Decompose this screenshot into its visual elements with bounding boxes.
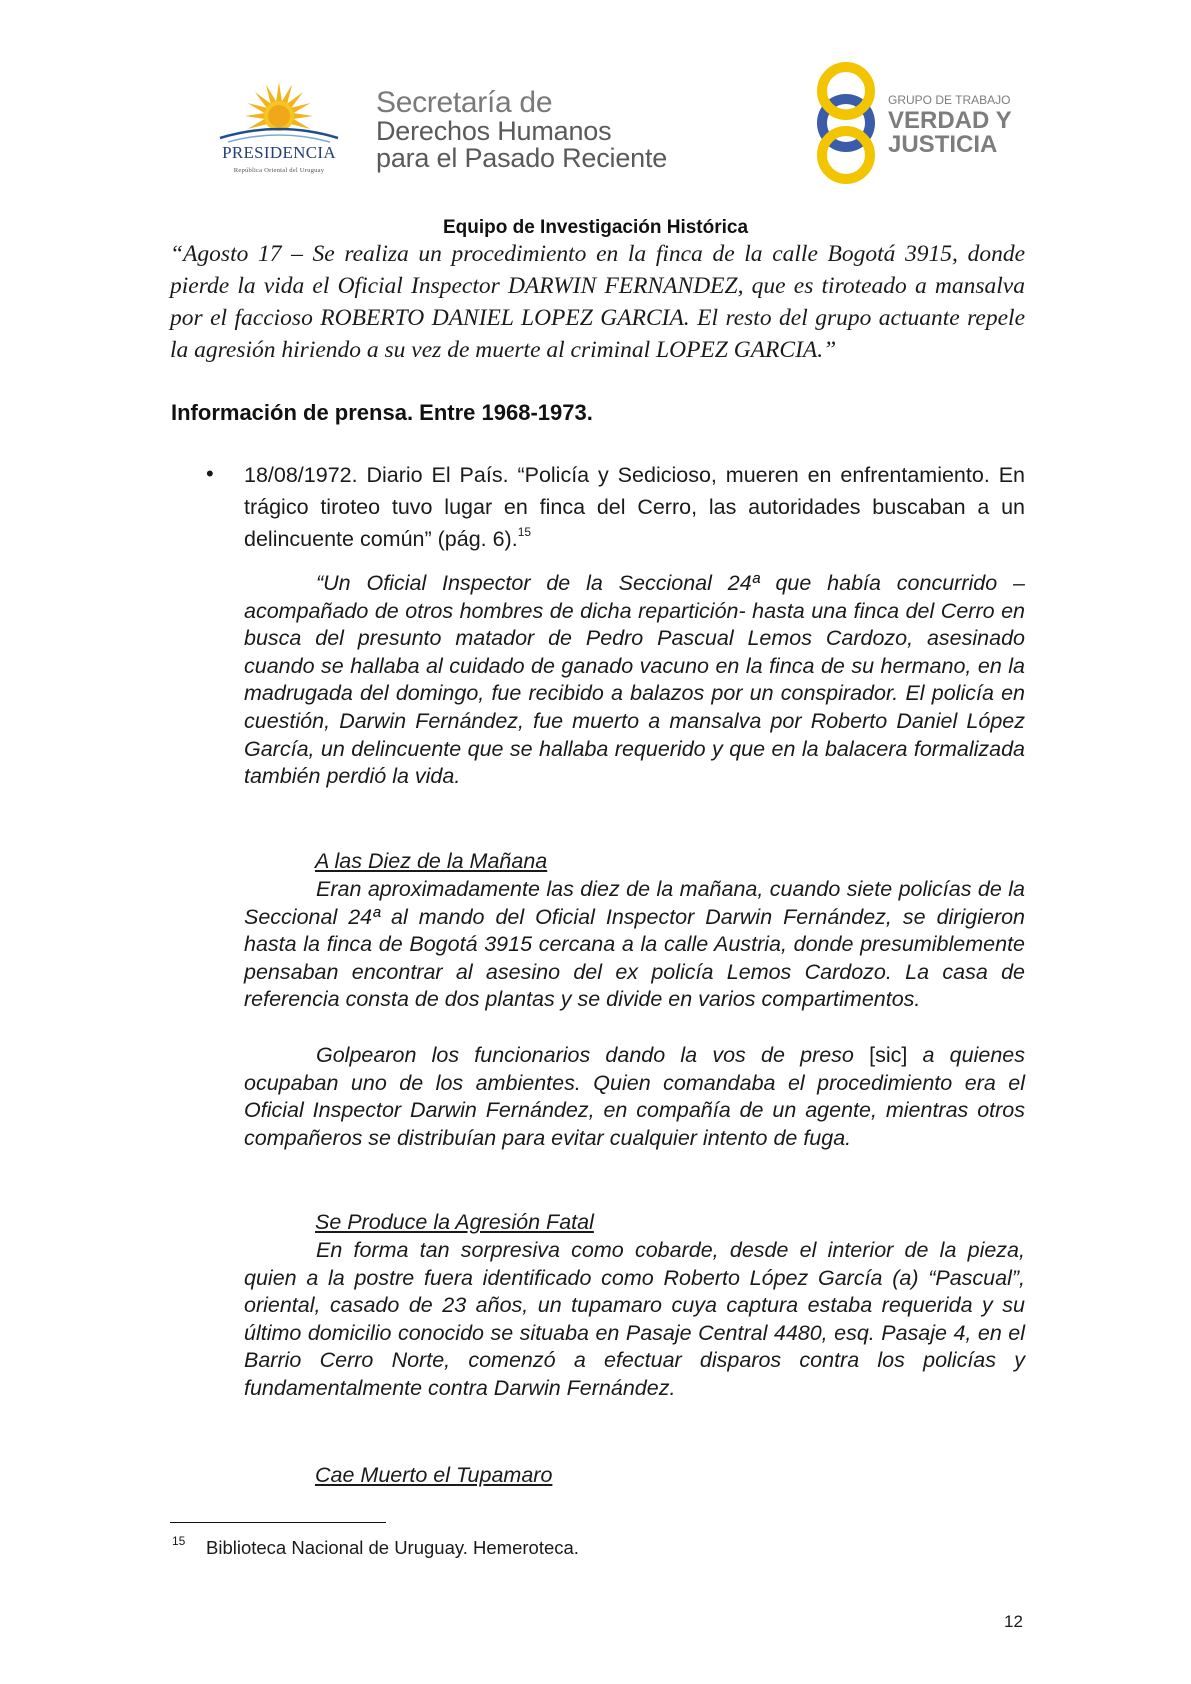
article-paragraph-text: Golpearon los funcionarios dando la vos de preso <box>316 1043 870 1067</box>
grupo-line-2: VERDAD Y <box>888 107 1012 134</box>
article-subheading: Cae Muerto el Tupamaro <box>315 1463 553 1487</box>
bullet-item <box>244 459 1025 555</box>
article-paragraph <box>244 1042 1025 1152</box>
grupo-verdad-justicia-logo <box>812 60 1022 186</box>
article-subheading: A las Diez de la Mañana <box>315 849 548 873</box>
article-paragraph-text: En forma tan sorpresiva como cobarde, desde el interior de la pieza, quien a la postre fuera identificado como Roberto López García (a) “Pascual”, oriental, casado de 23 años, un tupamaro cuya captura estaba requerida y su último domicilio conocido se situaba en Pasaje Central 4480, esq. Pasaje 4, en el Barrio Cerro Norte, comenzó a efectuar disparos contra los policías y fundamentalmente contra Darwin Fernández. <box>244 1238 1025 1400</box>
grupo-line-3: JUSTICIA <box>888 131 998 158</box>
article-paragraph <box>244 876 1025 1014</box>
article-paragraph <box>244 1237 1025 1403</box>
secretaria-line-1: Secretaría de <box>376 86 553 119</box>
page-number: 12 <box>1004 1612 1023 1631</box>
presidencia-logo <box>198 82 360 178</box>
footnote-reference: 15 <box>517 525 532 539</box>
secretaria-wordmark <box>376 88 667 172</box>
sun-icon <box>220 82 338 142</box>
article-paragraph-text: “Un Oficial Inspector de la Seccional 24ª que había concurrido –acompañado de otros hombres de dicha repartición- hasta una finca del Cerro en busca del presunto matador de Pedro Pascual Lemos Cardozo, asesinado cuando se hallaba al cuidado de ganado vacuno en la finca de su hermano, en la madrugada del domingo, fue recibido a balazos por un conspirador. El policía en cuestión, Darwin Fernández, fue muerto a mansalva por Roberto Daniel López García, un delincuente que se hallaba requerido y que en la balacera formalizada también perdió la vida. <box>244 571 1025 789</box>
team-title: Equipo de Investigación Histórica <box>442 217 749 238</box>
secretaria-line-2: Derechos Humanos <box>376 116 612 146</box>
footnote-text: Biblioteca Nacional de Uruguay. Hemeroteca. <box>206 1537 579 1558</box>
bullet-text: 18/08/1972. Diario El País. “Policía y Sedicioso, mueren en enfrentamiento. En trágico tiroteo tuvo lugar en finca del Cerro, las autoridades buscaban a un delincuente común” (pág. 6). <box>244 463 1025 551</box>
article-paragraph-text: Eran aproximadamente las diez de la mañana, cuando siete policías de la Seccional 24ª al mando del Oficial Inspector Darwin Fernández, se dirigieron hasta la finca de Bogotá 3915 cercana a la calle Austria, donde presumiblemente pensaban encontrar al asesino del ex policía Lemos Cardozo. La casa de referencia consta de dos plantas y se divide en varios compartimentos. <box>244 877 1025 1012</box>
top-quote: “Agosto 17 – Se realiza un procedimiento en la finca de la calle Bogotá 3915, donde pierde la vida el Oficial Inspector DARWIN FERNANDEZ, que es tiroteado a mansalva por el faccioso ROBERTO DANIEL LOPEZ GARCIA. El resto del grupo actuante repele la agresión hiriendo a su vez de muerte al criminal LOPEZ GARCIA.” <box>170 241 1025 363</box>
footnote-number: 15 <box>172 1534 186 1548</box>
presidencia-subtitle: República Oriental del Uruguay <box>233 167 325 174</box>
secretaria-line-3: para el Pasado Reciente <box>376 143 668 173</box>
footnote-divider <box>170 1522 386 1523</box>
sic-marker: [sic] <box>869 1043 908 1067</box>
bullet-icon: • <box>206 461 214 486</box>
grupo-line-1: GRUPO DE TRABAJO <box>888 93 1011 107</box>
presidencia-name: PRESIDENCIA <box>222 143 336 162</box>
article-paragraph <box>244 570 1025 791</box>
section-heading: Información de prensa. Entre 1968-1973. <box>171 400 593 425</box>
article-paragraph-text: a quienes ocupaban uno de los ambientes. Quien comandaba el procedimiento era el Oficial Inspector Darwin Fernández, en compañía de un agente, mientras otros compañeros se distribuían para evitar cualquier intento de fuga. <box>244 1043 1025 1150</box>
interlocked-rings-icon <box>822 67 870 179</box>
article-subheading: Se Produce la Agresión Fatal <box>315 1210 594 1234</box>
